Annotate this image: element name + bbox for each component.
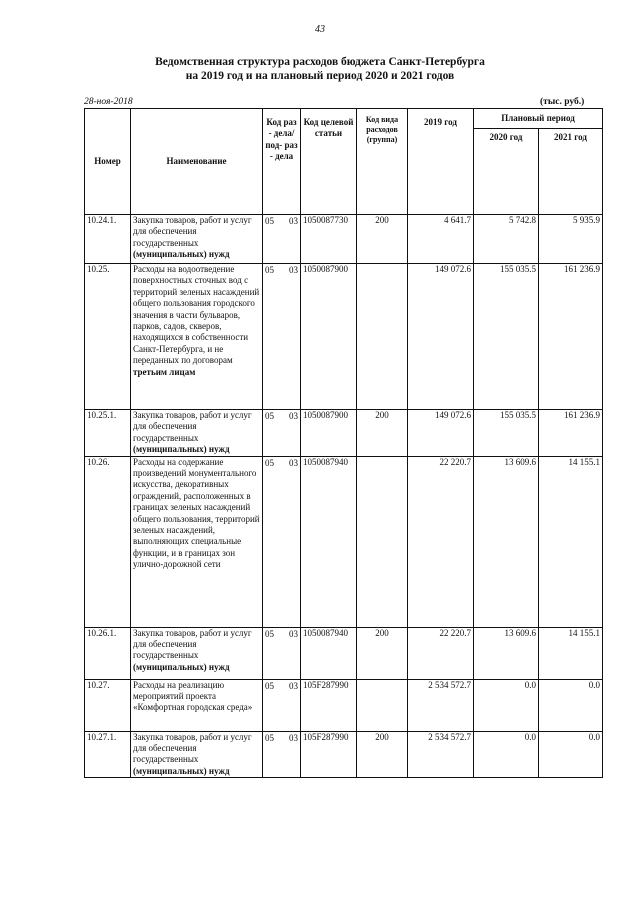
row-target-code: 105F287990 xyxy=(301,731,357,778)
header-planned-period: Плановый период xyxy=(474,109,603,129)
header-target-code: Код целевой статьи xyxy=(301,109,357,215)
row-section-code xyxy=(263,679,301,731)
row-amount-2020: 5 742.8 xyxy=(474,215,539,264)
row-name-bold: (муниципальных) нужд xyxy=(133,661,230,672)
row-podrazdel: 03 xyxy=(289,680,298,691)
row-target-code: 1050087900 xyxy=(301,264,357,410)
row-expense-type: 200 xyxy=(357,731,408,778)
row-amount-2019: 22 220.7 xyxy=(408,627,474,679)
table-row xyxy=(85,731,603,778)
row-expense-type xyxy=(357,456,408,627)
row-target-code: 1050087730 xyxy=(301,215,357,264)
row-razdel: 05 xyxy=(265,628,274,639)
row-section-code xyxy=(263,731,301,778)
header-2019: 2019 год xyxy=(408,109,474,215)
row-amount-2020: 13 609.6 xyxy=(474,627,539,679)
header-expense-type-code: Код вида расходов (группа) xyxy=(357,109,408,215)
row-name-text: Закупка товаров, работ и услуг для обеспечения государственных xyxy=(133,215,252,248)
row-expense-type: 200 xyxy=(357,627,408,679)
row-number: 10.24.1. xyxy=(85,215,131,264)
row-razdel: 05 xyxy=(265,411,274,421)
row-razdel: 05 xyxy=(265,265,274,275)
row-expense-type: 200 xyxy=(357,410,408,457)
table-row xyxy=(85,679,603,731)
row-amount-2021: 161 236.9 xyxy=(539,410,603,457)
row-name-text: Закупка товаров, работ и услуг для обеспечения государственных xyxy=(133,627,252,661)
row-expense-type xyxy=(357,264,408,410)
row-section-code xyxy=(263,456,301,627)
title-line-2: на 2019 год и на плановый период 2020 и 2021 годов xyxy=(185,70,455,82)
row-amount-2019: 2 534 572.7 xyxy=(408,731,474,778)
row-number: 10.26.1. xyxy=(85,627,131,679)
row-amount-2021: 161 236.9 xyxy=(539,264,603,410)
row-podrazdel: 03 xyxy=(289,732,298,743)
row-section-code xyxy=(263,627,301,679)
row-amount-2020: 0.0 xyxy=(474,679,539,731)
units-label: (тыс. руб.) xyxy=(540,97,585,107)
page-title xyxy=(0,55,640,83)
page-number: 43 xyxy=(315,24,325,35)
row-target-code: 105F287990 xyxy=(301,679,357,731)
row-razdel: 05 xyxy=(265,680,274,691)
row-podrazdel: 03 xyxy=(289,216,298,226)
table-row xyxy=(85,627,603,679)
row-target-code: 1050087940 xyxy=(301,627,357,679)
row-name xyxy=(131,679,263,731)
row-amount-2021: 14 155.1 xyxy=(539,456,603,627)
title-line-1: Ведомственная структура расходов бюджета Санкт-Петербурга xyxy=(155,56,485,68)
table-body xyxy=(85,215,603,778)
table-row xyxy=(85,264,603,410)
row-section-code xyxy=(263,215,301,264)
row-amount-2019: 149 072.6 xyxy=(408,410,474,457)
row-expense-type: 200 xyxy=(357,215,408,264)
row-name-text: Расходы на содержание произведений монументального искусства, декоративных ограждений, расположенных в границах зеленых насаждений общего пользования, территорий зеленых насаждений, выполняющих специальные функции, и в границах зон улично-дорожной сети xyxy=(133,456,260,570)
row-razdel: 05 xyxy=(265,732,274,743)
row-number: 10.27.1. xyxy=(85,731,131,778)
row-target-code: 1050087900 xyxy=(301,410,357,457)
row-section-code xyxy=(263,410,301,457)
row-name-bold: третьим лицам xyxy=(133,366,196,377)
row-amount-2020: 155 035.5 xyxy=(474,410,539,457)
row-amount-2020: 155 035.5 xyxy=(474,264,539,410)
row-razdel: 05 xyxy=(265,457,274,468)
row-name xyxy=(131,627,263,679)
row-number: 10.25. xyxy=(85,264,131,410)
header-2020: 2020 год xyxy=(474,129,539,215)
row-name-text: Закупка товаров, работ и услуг для обеспечения государственных xyxy=(133,731,252,765)
row-name-text: Расходы на реализацию мероприятий проекта «Комфортная городская среда» xyxy=(133,679,253,713)
row-amount-2020: 0.0 xyxy=(474,731,539,778)
row-name xyxy=(131,731,263,778)
row-podrazdel: 03 xyxy=(289,265,298,275)
row-amount-2019: 4 641.7 xyxy=(408,215,474,264)
row-number: 10.26. xyxy=(85,456,131,627)
table-row xyxy=(85,410,603,457)
row-amount-2021: 5 935.9 xyxy=(539,215,603,264)
row-amount-2021: 14 155.1 xyxy=(539,627,603,679)
table-row xyxy=(85,456,603,627)
header-section-code: Код раз- дела/ под- раз- дела xyxy=(263,109,301,215)
row-podrazdel: 03 xyxy=(289,457,298,468)
row-target-code: 1050087940 xyxy=(301,456,357,627)
row-name-bold: (муниципальных) нужд xyxy=(133,444,230,455)
report-date: 28-ноя-2018 xyxy=(84,97,133,107)
header-name: Наименование xyxy=(131,109,263,215)
row-razdel: 05 xyxy=(265,216,274,226)
header-number: Номер xyxy=(85,109,131,215)
row-name xyxy=(131,410,263,457)
table-row xyxy=(85,215,603,264)
row-name-bold: (муниципальных) нужд xyxy=(133,249,230,260)
row-podrazdel: 03 xyxy=(289,411,298,421)
row-name xyxy=(131,456,263,627)
budget-table xyxy=(84,108,603,778)
row-name-bold: (муниципальных) нужд xyxy=(133,765,230,776)
row-name-text: Расходы на водоотведение поверхностных сточных вод с территорий зеленых насаждений общего пользования городского значения в части бульваров, парков, садов, скверов, находящихся в собственности Санкт-Петербурга, и не переданных по договорам xyxy=(133,264,260,366)
row-section-code xyxy=(263,264,301,410)
row-amount-2019: 2 534 572.7 xyxy=(408,679,474,731)
row-amount-2020: 13 609.6 xyxy=(474,456,539,627)
row-number: 10.25.1. xyxy=(85,410,131,457)
row-amount-2019: 149 072.6 xyxy=(408,264,474,410)
row-name-text: Закупка товаров, работ и услуг для обеспечения государственных xyxy=(133,410,252,443)
header-2021: 2021 год xyxy=(539,129,603,215)
row-amount-2019: 22 220.7 xyxy=(408,456,474,627)
row-expense-type xyxy=(357,679,408,731)
row-number: 10.27. xyxy=(85,679,131,731)
row-name xyxy=(131,215,263,264)
row-amount-2021: 0.0 xyxy=(539,679,603,731)
row-podrazdel: 03 xyxy=(289,628,298,639)
row-amount-2021: 0.0 xyxy=(539,731,603,778)
row-name xyxy=(131,264,263,410)
